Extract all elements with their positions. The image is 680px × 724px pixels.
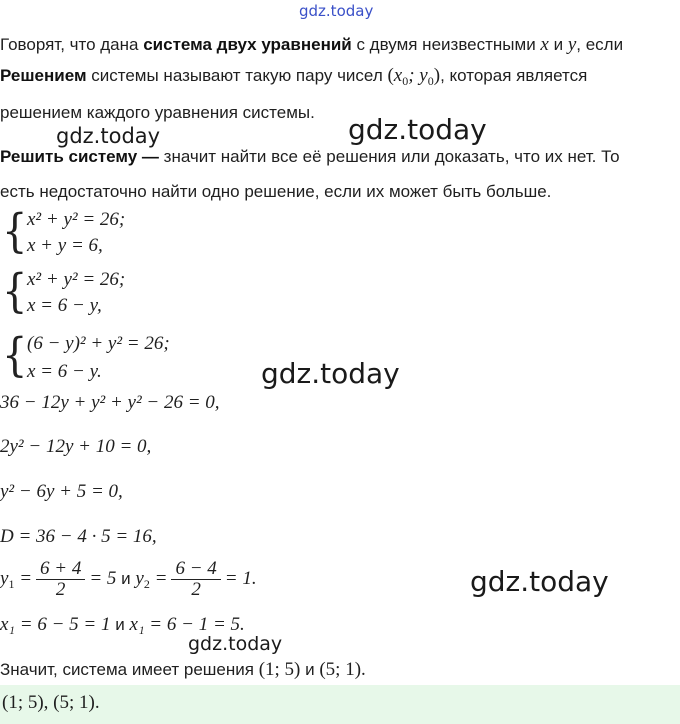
watermark: gdz.today xyxy=(188,633,283,655)
fraction-numerator: 6 − 4 xyxy=(175,558,217,580)
system-1-eq-2: x + y = 6, xyxy=(27,235,103,256)
fraction-y2 xyxy=(171,559,220,600)
intro-text: и xyxy=(548,35,568,54)
answer-text: (1; 5), (5; 1). xyxy=(2,692,100,713)
intro-text: Говорят, что дана xyxy=(0,35,144,54)
term-solve: Решить систему — xyxy=(0,147,159,166)
intro-text: , которая является xyxy=(440,66,588,85)
brace-icon: { xyxy=(2,328,28,382)
system-1-eq-1: x² + y² = 26; xyxy=(27,209,126,230)
solution-pair-1: (1; 5) xyxy=(258,659,301,680)
watermark: gdz.today xyxy=(470,565,609,598)
intro-line-5: есть недостаточно найти одно решение, если их может быть больше. xyxy=(0,182,552,201)
brace-icon: { xyxy=(2,264,28,318)
roots-x xyxy=(0,614,245,636)
roots-y xyxy=(0,558,257,600)
conclusion xyxy=(0,659,366,681)
fraction-denominator: 2 xyxy=(171,579,220,600)
discriminant: D = 36 − 4 · 5 = 16, xyxy=(0,526,157,547)
system-3-eq-2: x = 6 − y. xyxy=(27,361,102,382)
term-solution: Решением xyxy=(0,66,87,85)
intro-line-2 xyxy=(0,65,587,87)
var-y: y xyxy=(567,34,577,55)
intro-text: с двумя неизвестными xyxy=(351,35,541,54)
intro-line-1 xyxy=(0,34,623,56)
y1-result: = 5 xyxy=(89,568,117,589)
term-system: система двух уравнений xyxy=(143,35,352,54)
and-word: и xyxy=(121,569,131,588)
and-word: и xyxy=(115,615,125,634)
intro-text: , если xyxy=(576,35,624,54)
equation-reduced: y² − 6y + 5 = 0, xyxy=(0,481,123,502)
watermark: gdz.today xyxy=(56,124,161,148)
pair-x0-y0: ($x_0$; $y_0$) xyxy=(387,65,441,88)
var-x: x xyxy=(540,34,549,55)
conclusion-text: Значит, система имеет решения xyxy=(0,660,259,679)
fraction-numerator: 6 + 4 xyxy=(40,558,82,580)
x1-value: x₁ = 6 − 5 = 1 xyxy=(0,614,111,635)
system-3-eq-1: (6 − y)² + y² = 26; xyxy=(27,333,170,354)
system-2-eq-1: x² + y² = 26; xyxy=(27,269,126,290)
solution-pair-2: (5; 1). xyxy=(319,659,366,680)
equation-expanded: 36 − 12y + y² + y² − 26 = 0, xyxy=(0,392,220,413)
brace-icon: { xyxy=(2,204,28,258)
watermark: gdz.today xyxy=(261,357,400,390)
conclusion-text: и xyxy=(300,660,320,679)
fraction-denominator: 2 xyxy=(36,579,85,600)
answer-box xyxy=(0,685,680,724)
intro-text: значит найти все её решения или доказать, что их нет. То xyxy=(158,147,620,166)
watermark-top: gdz.today xyxy=(299,2,374,20)
y1-label: $y_1$ = xyxy=(0,568,33,591)
intro-line-3: решением каждого уравнения системы. xyxy=(0,103,315,122)
equation-quadratic: 2y² − 12y + 10 = 0, xyxy=(0,436,152,457)
x1-second-value: x₁ = 6 − 1 = 5. xyxy=(129,614,245,635)
intro-text: системы называют такую пару чисел xyxy=(86,66,388,85)
y2-label: $y_2$ = xyxy=(135,568,168,591)
y2-result: = 1. xyxy=(224,568,257,589)
watermark: gdz.today xyxy=(348,113,487,146)
system-2-eq-2: x = 6 − y, xyxy=(27,295,102,316)
intro-line-4 xyxy=(0,146,620,168)
fraction-y1 xyxy=(36,559,85,600)
